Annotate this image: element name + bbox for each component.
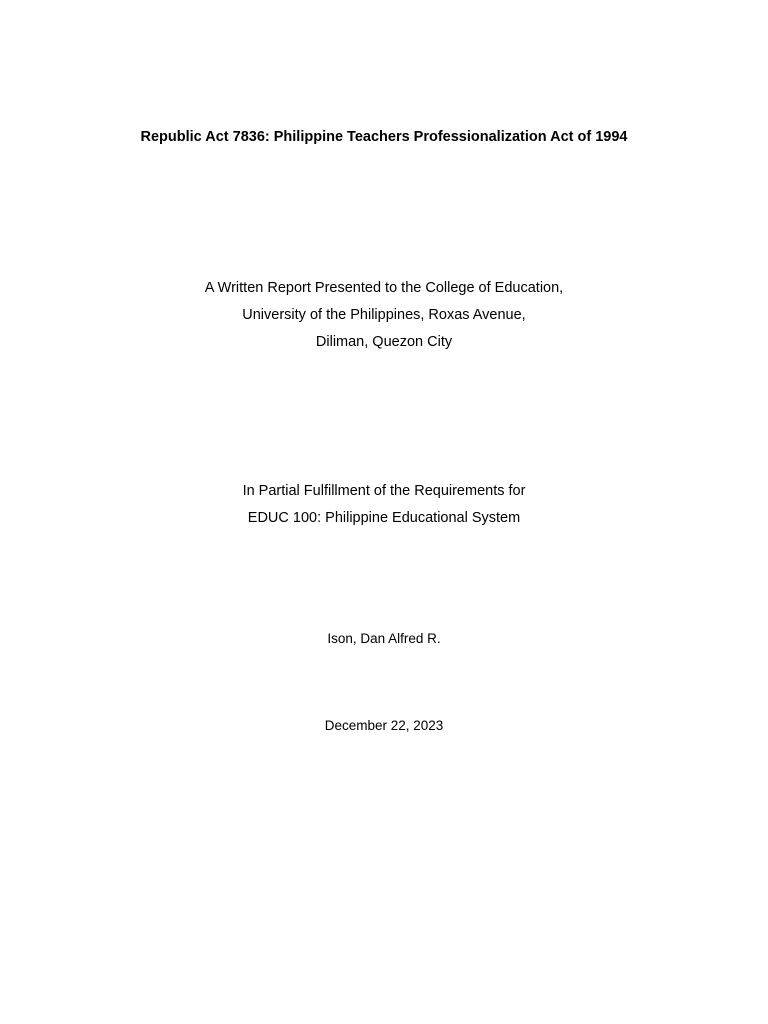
author-name: Ison, Dan Alfred R. xyxy=(327,631,441,646)
report-line-1: A Written Report Presented to the College of Education, xyxy=(204,280,564,296)
fulfillment-line-2: EDUC 100: Philippine Educational System xyxy=(247,510,521,526)
fulfillment-line-1: In Partial Fulfillment of the Requirements for xyxy=(242,483,526,499)
document-title: Republic Act 7836: Philippine Teachers Professionalization Act of 1994 xyxy=(140,129,628,145)
document-date: December 22, 2023 xyxy=(324,718,444,733)
report-line-2: University of the Philippines, Roxas Avenue, xyxy=(242,307,526,323)
report-line-3: Diliman, Quezon City xyxy=(315,334,453,350)
